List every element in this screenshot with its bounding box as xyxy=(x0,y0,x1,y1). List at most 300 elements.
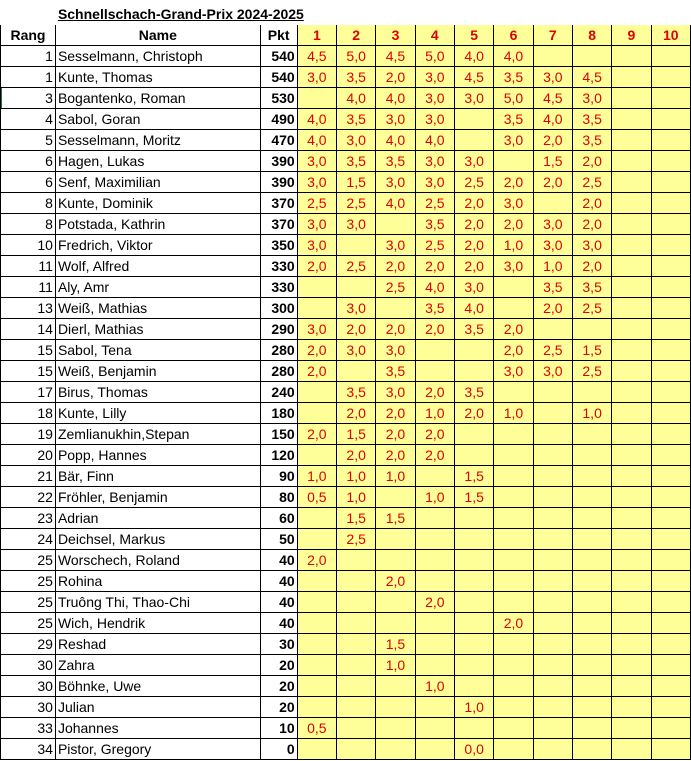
score-cell-round-7[interactable]: 2,0 xyxy=(533,172,572,193)
score-cell-round-9[interactable] xyxy=(612,277,651,298)
score-cell-round-8[interactable] xyxy=(572,445,611,466)
pkt-cell[interactable]: 120 xyxy=(260,445,297,466)
pkt-cell[interactable]: 180 xyxy=(260,403,297,424)
score-cell-round-2[interactable] xyxy=(337,718,376,739)
score-cell-round-2[interactable]: 2,0 xyxy=(337,319,376,340)
score-cell-round-6[interactable] xyxy=(494,508,533,529)
score-cell-round-6[interactable] xyxy=(494,655,533,676)
score-cell-round-1[interactable]: 4,5 xyxy=(297,46,336,67)
score-cell-round-6[interactable]: 1,0 xyxy=(494,235,533,256)
score-cell-round-9[interactable] xyxy=(612,109,651,130)
score-cell-round-4[interactable] xyxy=(415,340,454,361)
header-name[interactable]: Name xyxy=(55,25,260,46)
score-cell-round-5[interactable]: 3,0 xyxy=(454,277,493,298)
score-cell-round-9[interactable] xyxy=(612,718,651,739)
name-cell[interactable]: Sesselmann, Christoph xyxy=(55,46,260,67)
score-cell-round-1[interactable]: 4,0 xyxy=(297,130,336,151)
score-cell-round-4[interactable] xyxy=(415,361,454,382)
score-cell-round-10[interactable] xyxy=(651,340,690,361)
pkt-cell[interactable]: 20 xyxy=(260,697,297,718)
score-cell-round-8[interactable] xyxy=(572,739,611,760)
rang-cell[interactable]: 21 xyxy=(1,466,56,487)
score-cell-round-2[interactable]: 1,0 xyxy=(337,466,376,487)
score-cell-round-4[interactable]: 3,5 xyxy=(415,214,454,235)
score-cell-round-3[interactable]: 3,5 xyxy=(376,151,415,172)
pkt-cell[interactable]: 490 xyxy=(260,109,297,130)
score-cell-round-3[interactable] xyxy=(376,613,415,634)
score-cell-round-8[interactable]: 2,5 xyxy=(572,172,611,193)
score-cell-round-1[interactable]: 3,0 xyxy=(297,214,336,235)
score-cell-round-9[interactable] xyxy=(612,67,651,88)
score-cell-round-7[interactable]: 1,0 xyxy=(533,256,572,277)
score-cell-round-3[interactable]: 2,0 xyxy=(376,319,415,340)
pkt-cell[interactable]: 10 xyxy=(260,718,297,739)
score-cell-round-4[interactable]: 2,0 xyxy=(415,382,454,403)
rang-cell[interactable]: 8 xyxy=(1,193,56,214)
name-cell[interactable]: Popp, Hannes xyxy=(55,445,260,466)
score-cell-round-1[interactable] xyxy=(297,655,336,676)
score-cell-round-3[interactable]: 4,0 xyxy=(376,130,415,151)
score-cell-round-10[interactable] xyxy=(651,655,690,676)
score-cell-round-7[interactable] xyxy=(533,697,572,718)
cell[interactable] xyxy=(1,4,56,25)
name-cell[interactable]: Fredrich, Viktor xyxy=(55,235,260,256)
score-cell-round-4[interactable]: 2,0 xyxy=(415,319,454,340)
score-cell-round-4[interactable] xyxy=(415,634,454,655)
score-cell-round-1[interactable] xyxy=(297,739,336,760)
score-cell-round-7[interactable] xyxy=(533,487,572,508)
score-cell-round-5[interactable]: 3,5 xyxy=(454,382,493,403)
pkt-cell[interactable]: 0 xyxy=(260,739,297,760)
score-cell-round-10[interactable] xyxy=(651,592,690,613)
score-cell-round-6[interactable]: 2,0 xyxy=(494,214,533,235)
rang-cell[interactable]: 13 xyxy=(1,298,56,319)
score-cell-round-6[interactable] xyxy=(494,445,533,466)
score-cell-round-5[interactable] xyxy=(454,109,493,130)
score-cell-round-6[interactable] xyxy=(494,634,533,655)
pkt-cell[interactable]: 330 xyxy=(260,256,297,277)
score-cell-round-3[interactable]: 3,0 xyxy=(376,340,415,361)
score-cell-round-7[interactable] xyxy=(533,676,572,697)
score-cell-round-7[interactable]: 1,5 xyxy=(533,151,572,172)
score-cell-round-1[interactable]: 2,0 xyxy=(297,361,336,382)
score-cell-round-5[interactable]: 2,5 xyxy=(454,172,493,193)
name-cell[interactable]: Hagen, Lukas xyxy=(55,151,260,172)
pkt-cell[interactable]: 530 xyxy=(260,88,297,109)
header-round-9[interactable]: 9 xyxy=(612,25,651,46)
name-cell[interactable]: Zahra xyxy=(55,655,260,676)
score-cell-round-10[interactable] xyxy=(651,697,690,718)
score-cell-round-8[interactable] xyxy=(572,466,611,487)
score-cell-round-7[interactable]: 4,5 xyxy=(533,88,572,109)
score-cell-round-8[interactable]: 1,5 xyxy=(572,340,611,361)
score-cell-round-2[interactable] xyxy=(337,361,376,382)
name-cell[interactable]: Bogantenko, Roman xyxy=(55,88,260,109)
score-cell-round-5[interactable] xyxy=(454,613,493,634)
score-cell-round-4[interactable]: 2,0 xyxy=(415,445,454,466)
score-cell-round-3[interactable]: 2,0 xyxy=(376,424,415,445)
score-cell-round-1[interactable]: 2,0 xyxy=(297,340,336,361)
score-cell-round-5[interactable]: 2,0 xyxy=(454,235,493,256)
score-cell-round-5[interactable]: 2,0 xyxy=(454,214,493,235)
score-cell-round-6[interactable]: 3,0 xyxy=(494,193,533,214)
score-cell-round-1[interactable] xyxy=(297,382,336,403)
score-cell-round-1[interactable] xyxy=(297,634,336,655)
score-cell-round-2[interactable] xyxy=(337,739,376,760)
score-cell-round-8[interactable]: 4,5 xyxy=(572,67,611,88)
pkt-cell[interactable]: 40 xyxy=(260,592,297,613)
score-cell-round-9[interactable] xyxy=(612,256,651,277)
score-cell-round-4[interactable]: 2,5 xyxy=(415,193,454,214)
score-cell-round-10[interactable] xyxy=(651,319,690,340)
score-cell-round-6[interactable] xyxy=(494,277,533,298)
name-cell[interactable]: Johannes xyxy=(55,718,260,739)
score-cell-round-8[interactable] xyxy=(572,487,611,508)
score-cell-round-6[interactable] xyxy=(494,739,533,760)
score-cell-round-7[interactable]: 2,0 xyxy=(533,298,572,319)
score-cell-round-8[interactable] xyxy=(572,508,611,529)
header-round-1[interactable]: 1 xyxy=(297,25,336,46)
score-cell-round-2[interactable]: 1,5 xyxy=(337,508,376,529)
score-cell-round-3[interactable]: 1,0 xyxy=(376,655,415,676)
score-cell-round-8[interactable]: 1,0 xyxy=(572,403,611,424)
pkt-cell[interactable]: 60 xyxy=(260,508,297,529)
rang-cell[interactable]: 22 xyxy=(1,487,56,508)
score-cell-round-8[interactable] xyxy=(572,571,611,592)
score-cell-round-2[interactable]: 2,5 xyxy=(337,529,376,550)
score-cell-round-10[interactable] xyxy=(651,739,690,760)
pkt-cell[interactable]: 50 xyxy=(260,529,297,550)
name-cell[interactable]: Aly, Amr xyxy=(55,277,260,298)
score-cell-round-9[interactable] xyxy=(612,445,651,466)
pkt-cell[interactable]: 390 xyxy=(260,151,297,172)
score-cell-round-7[interactable] xyxy=(533,613,572,634)
rang-cell[interactable]: 25 xyxy=(1,571,56,592)
score-cell-round-3[interactable]: 4,0 xyxy=(376,193,415,214)
score-cell-round-4[interactable]: 3,0 xyxy=(415,67,454,88)
name-cell[interactable]: Kunte, Thomas xyxy=(55,67,260,88)
score-cell-round-6[interactable] xyxy=(494,529,533,550)
name-cell[interactable]: Bär, Finn xyxy=(55,466,260,487)
score-cell-round-5[interactable] xyxy=(454,424,493,445)
score-cell-round-4[interactable]: 5,0 xyxy=(415,46,454,67)
score-cell-round-9[interactable] xyxy=(612,487,651,508)
score-cell-round-6[interactable] xyxy=(494,676,533,697)
score-cell-round-7[interactable] xyxy=(533,634,572,655)
pkt-cell[interactable]: 350 xyxy=(260,235,297,256)
pkt-cell[interactable]: 390 xyxy=(260,172,297,193)
score-cell-round-10[interactable] xyxy=(651,508,690,529)
score-cell-round-3[interactable]: 1,0 xyxy=(376,466,415,487)
score-cell-round-4[interactable]: 2,0 xyxy=(415,424,454,445)
score-cell-round-10[interactable] xyxy=(651,613,690,634)
score-cell-round-3[interactable] xyxy=(376,718,415,739)
score-cell-round-1[interactable]: 3,0 xyxy=(297,151,336,172)
rang-cell[interactable]: 20 xyxy=(1,445,56,466)
header-round-5[interactable]: 5 xyxy=(454,25,493,46)
name-cell[interactable]: Birus, Thomas xyxy=(55,382,260,403)
score-cell-round-5[interactable] xyxy=(454,445,493,466)
rang-cell[interactable]: 1 xyxy=(1,46,56,67)
score-cell-round-5[interactable]: 1,5 xyxy=(454,487,493,508)
score-cell-round-3[interactable]: 2,0 xyxy=(376,445,415,466)
rang-cell[interactable]: 18 xyxy=(1,403,56,424)
header-round-3[interactable]: 3 xyxy=(376,25,415,46)
score-cell-round-1[interactable] xyxy=(297,88,336,109)
score-cell-round-3[interactable]: 2,5 xyxy=(376,277,415,298)
score-cell-round-7[interactable] xyxy=(533,445,572,466)
score-cell-round-2[interactable]: 1,0 xyxy=(337,487,376,508)
name-cell[interactable]: Zemlianukhin,Stepan xyxy=(55,424,260,445)
score-cell-round-1[interactable]: 0,5 xyxy=(297,718,336,739)
score-cell-round-9[interactable] xyxy=(612,466,651,487)
score-cell-round-1[interactable] xyxy=(297,592,336,613)
pkt-cell[interactable]: 370 xyxy=(260,214,297,235)
score-cell-round-7[interactable]: 4,0 xyxy=(533,109,572,130)
score-cell-round-8[interactable] xyxy=(572,676,611,697)
rang-cell[interactable]: 14 xyxy=(1,319,56,340)
score-cell-round-10[interactable] xyxy=(651,445,690,466)
rang-cell[interactable]: 6 xyxy=(1,151,56,172)
score-cell-round-5[interactable]: 4,5 xyxy=(454,67,493,88)
score-cell-round-6[interactable] xyxy=(494,718,533,739)
score-cell-round-10[interactable] xyxy=(651,466,690,487)
name-cell[interactable]: Weiß, Mathias xyxy=(55,298,260,319)
name-cell[interactable]: Böhnke, Uwe xyxy=(55,676,260,697)
name-cell[interactable]: Senf, Maximilian xyxy=(55,172,260,193)
score-cell-round-6[interactable]: 2,0 xyxy=(494,319,533,340)
rang-cell[interactable]: 15 xyxy=(1,340,56,361)
score-cell-round-4[interactable]: 2,5 xyxy=(415,235,454,256)
score-cell-round-4[interactable]: 3,0 xyxy=(415,172,454,193)
score-cell-round-6[interactable] xyxy=(494,382,533,403)
score-cell-round-5[interactable] xyxy=(454,529,493,550)
header-round-8[interactable]: 8 xyxy=(572,25,611,46)
score-cell-round-10[interactable] xyxy=(651,214,690,235)
pkt-cell[interactable]: 40 xyxy=(260,613,297,634)
score-cell-round-7[interactable] xyxy=(533,508,572,529)
score-cell-round-5[interactable]: 1,0 xyxy=(454,697,493,718)
score-cell-round-3[interactable] xyxy=(376,739,415,760)
score-cell-round-9[interactable] xyxy=(612,655,651,676)
rang-cell[interactable]: 30 xyxy=(1,697,56,718)
score-cell-round-5[interactable] xyxy=(454,676,493,697)
score-cell-round-6[interactable] xyxy=(494,487,533,508)
score-cell-round-9[interactable] xyxy=(612,613,651,634)
score-cell-round-6[interactable]: 5,0 xyxy=(494,88,533,109)
rang-cell[interactable]: 25 xyxy=(1,550,56,571)
pkt-cell[interactable]: 40 xyxy=(260,571,297,592)
score-cell-round-7[interactable]: 2,5 xyxy=(533,340,572,361)
cell[interactable] xyxy=(454,4,690,25)
score-cell-round-3[interactable] xyxy=(376,487,415,508)
name-cell[interactable]: Worschech, Roland xyxy=(55,550,260,571)
score-cell-round-2[interactable]: 2,5 xyxy=(337,256,376,277)
score-cell-round-4[interactable]: 3,0 xyxy=(415,88,454,109)
score-cell-round-7[interactable] xyxy=(533,193,572,214)
score-cell-round-5[interactable] xyxy=(454,655,493,676)
pkt-cell[interactable]: 280 xyxy=(260,361,297,382)
score-cell-round-7[interactable] xyxy=(533,529,572,550)
score-cell-round-3[interactable]: 4,0 xyxy=(376,88,415,109)
score-cell-round-5[interactable] xyxy=(454,571,493,592)
name-cell[interactable]: Reshad xyxy=(55,634,260,655)
score-cell-round-7[interactable] xyxy=(533,424,572,445)
score-cell-round-6[interactable]: 3,5 xyxy=(494,67,533,88)
score-cell-round-1[interactable]: 3,0 xyxy=(297,235,336,256)
pkt-cell[interactable]: 540 xyxy=(260,46,297,67)
score-cell-round-2[interactable]: 3,5 xyxy=(337,67,376,88)
rang-cell[interactable]: 24 xyxy=(1,529,56,550)
score-cell-round-1[interactable] xyxy=(297,697,336,718)
score-cell-round-5[interactable] xyxy=(454,361,493,382)
score-cell-round-9[interactable] xyxy=(612,508,651,529)
score-cell-round-10[interactable] xyxy=(651,529,690,550)
score-cell-round-4[interactable] xyxy=(415,571,454,592)
score-cell-round-3[interactable] xyxy=(376,214,415,235)
score-cell-round-1[interactable]: 2,5 xyxy=(297,193,336,214)
pkt-cell[interactable]: 470 xyxy=(260,130,297,151)
score-cell-round-8[interactable] xyxy=(572,592,611,613)
score-cell-round-5[interactable]: 2,0 xyxy=(454,193,493,214)
pkt-cell[interactable]: 90 xyxy=(260,466,297,487)
score-cell-round-8[interactable]: 3,0 xyxy=(572,88,611,109)
score-cell-round-5[interactable]: 4,0 xyxy=(454,298,493,319)
score-cell-round-6[interactable] xyxy=(494,697,533,718)
score-cell-round-3[interactable]: 1,5 xyxy=(376,508,415,529)
score-cell-round-10[interactable] xyxy=(651,256,690,277)
score-cell-round-9[interactable] xyxy=(612,340,651,361)
score-cell-round-10[interactable] xyxy=(651,277,690,298)
rang-cell[interactable]: 4 xyxy=(1,109,56,130)
score-cell-round-8[interactable] xyxy=(572,718,611,739)
score-cell-round-10[interactable] xyxy=(651,298,690,319)
rang-cell[interactable]: 33 xyxy=(1,718,56,739)
name-cell[interactable]: Deichsel, Markus xyxy=(55,529,260,550)
name-cell[interactable]: Adrian xyxy=(55,508,260,529)
score-cell-round-1[interactable] xyxy=(297,445,336,466)
score-cell-round-2[interactable]: 5,0 xyxy=(337,46,376,67)
rang-cell[interactable]: 30 xyxy=(1,676,56,697)
score-cell-round-5[interactable] xyxy=(454,130,493,151)
score-cell-round-4[interactable] xyxy=(415,550,454,571)
score-cell-round-1[interactable] xyxy=(297,613,336,634)
name-cell[interactable]: Fröhler, Benjamin xyxy=(55,487,260,508)
score-cell-round-4[interactable]: 4,0 xyxy=(415,277,454,298)
score-cell-round-6[interactable] xyxy=(494,466,533,487)
score-cell-round-7[interactable] xyxy=(533,718,572,739)
score-cell-round-3[interactable]: 2,0 xyxy=(376,403,415,424)
score-cell-round-9[interactable] xyxy=(612,529,651,550)
score-cell-round-5[interactable]: 2,0 xyxy=(454,403,493,424)
score-cell-round-1[interactable]: 2,0 xyxy=(297,424,336,445)
score-cell-round-5[interactable]: 0,0 xyxy=(454,739,493,760)
score-cell-round-2[interactable]: 2,5 xyxy=(337,193,376,214)
score-cell-round-9[interactable] xyxy=(612,319,651,340)
score-cell-round-10[interactable] xyxy=(651,487,690,508)
score-cell-round-7[interactable] xyxy=(533,571,572,592)
score-cell-round-4[interactable] xyxy=(415,697,454,718)
score-cell-round-7[interactable]: 3,0 xyxy=(533,67,572,88)
rang-cell[interactable]: 11 xyxy=(1,277,56,298)
score-cell-round-4[interactable] xyxy=(415,466,454,487)
rang-cell[interactable]: 23 xyxy=(1,508,56,529)
sheet-title[interactable]: Schnellschach-Grand-Prix 2024-2025 xyxy=(55,4,454,25)
score-cell-round-3[interactable] xyxy=(376,676,415,697)
score-cell-round-2[interactable]: 2,0 xyxy=(337,403,376,424)
score-cell-round-10[interactable] xyxy=(651,403,690,424)
score-cell-round-1[interactable] xyxy=(297,529,336,550)
score-cell-round-1[interactable]: 3,0 xyxy=(297,172,336,193)
rang-cell[interactable]: 25 xyxy=(1,592,56,613)
score-cell-round-6[interactable] xyxy=(494,298,533,319)
score-cell-round-7[interactable]: 3,0 xyxy=(533,361,572,382)
score-cell-round-7[interactable]: 3,0 xyxy=(533,214,572,235)
score-cell-round-5[interactable] xyxy=(454,550,493,571)
score-cell-round-7[interactable] xyxy=(533,592,572,613)
name-cell[interactable]: Rohina xyxy=(55,571,260,592)
score-cell-round-8[interactable] xyxy=(572,655,611,676)
score-cell-round-4[interactable]: 1,0 xyxy=(415,403,454,424)
score-cell-round-9[interactable] xyxy=(612,676,651,697)
score-cell-round-10[interactable] xyxy=(651,634,690,655)
score-cell-round-3[interactable]: 3,0 xyxy=(376,235,415,256)
score-cell-round-3[interactable]: 3,0 xyxy=(376,172,415,193)
score-cell-round-4[interactable]: 3,0 xyxy=(415,109,454,130)
score-cell-round-6[interactable]: 1,0 xyxy=(494,403,533,424)
pkt-cell[interactable]: 280 xyxy=(260,340,297,361)
score-cell-round-7[interactable]: 3,5 xyxy=(533,277,572,298)
score-cell-round-1[interactable] xyxy=(297,571,336,592)
score-cell-round-5[interactable]: 1,5 xyxy=(454,466,493,487)
score-cell-round-2[interactable] xyxy=(337,655,376,676)
score-cell-round-7[interactable]: 3,0 xyxy=(533,235,572,256)
score-cell-round-2[interactable]: 1,5 xyxy=(337,424,376,445)
header-round-2[interactable]: 2 xyxy=(337,25,376,46)
score-cell-round-1[interactable] xyxy=(297,403,336,424)
score-cell-round-10[interactable] xyxy=(651,382,690,403)
score-cell-round-10[interactable] xyxy=(651,67,690,88)
score-cell-round-1[interactable]: 2,0 xyxy=(297,550,336,571)
score-cell-round-8[interactable]: 3,5 xyxy=(572,109,611,130)
score-cell-round-8[interactable] xyxy=(572,529,611,550)
score-cell-round-8[interactable]: 2,5 xyxy=(572,361,611,382)
score-cell-round-7[interactable]: 2,0 xyxy=(533,130,572,151)
header-pkt[interactable]: Pkt xyxy=(260,25,297,46)
score-cell-round-10[interactable] xyxy=(651,193,690,214)
score-cell-round-8[interactable]: 3,5 xyxy=(572,277,611,298)
score-cell-round-5[interactable] xyxy=(454,508,493,529)
score-cell-round-9[interactable] xyxy=(612,193,651,214)
score-cell-round-1[interactable]: 4,0 xyxy=(297,109,336,130)
name-cell[interactable]: Pistor, Gregory xyxy=(55,739,260,760)
score-cell-round-8[interactable] xyxy=(572,550,611,571)
score-cell-round-1[interactable]: 1,0 xyxy=(297,466,336,487)
name-cell[interactable]: Sesselmann, Moritz xyxy=(55,130,260,151)
score-cell-round-1[interactable] xyxy=(297,298,336,319)
name-cell[interactable]: Sabol, Goran xyxy=(55,109,260,130)
score-cell-round-3[interactable]: 2,0 xyxy=(376,67,415,88)
score-cell-round-2[interactable] xyxy=(337,613,376,634)
score-cell-round-9[interactable] xyxy=(612,424,651,445)
score-cell-round-2[interactable] xyxy=(337,235,376,256)
score-cell-round-8[interactable] xyxy=(572,634,611,655)
score-cell-round-2[interactable] xyxy=(337,571,376,592)
score-cell-round-3[interactable] xyxy=(376,298,415,319)
rang-cell[interactable]: 29 xyxy=(1,634,56,655)
rang-cell[interactable]: 17 xyxy=(1,382,56,403)
name-cell[interactable]: Kunte, Dominik xyxy=(55,193,260,214)
